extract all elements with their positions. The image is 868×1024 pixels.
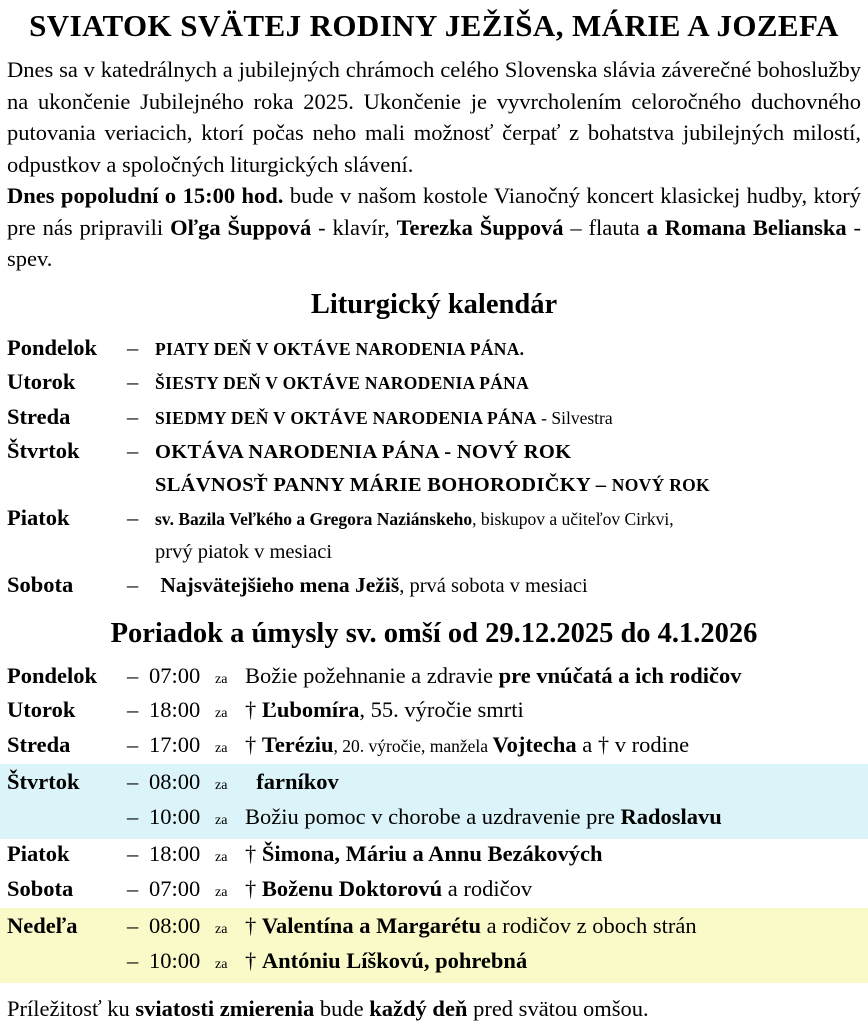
dash: – [127, 841, 139, 866]
day-label: Sobota [7, 572, 74, 597]
intro-paragraph-concert [7, 180, 861, 275]
calendar-entry [155, 403, 861, 436]
text-segment: Šimona, Máriu a Annu Bezákových [261, 841, 603, 866]
calendar-row-monday [7, 332, 861, 367]
mass-intention [245, 874, 861, 905]
time-value: 07:00 [149, 662, 201, 688]
text-segment: NOVÝ ROK [611, 474, 710, 495]
text-segment: ŠIESTY DEŇ V OKTÁVE NARODENIA PÁNA [155, 373, 530, 393]
time-label [127, 730, 215, 761]
za-label: za [215, 778, 228, 793]
day-label: Piatok [7, 505, 70, 530]
dash: – [127, 403, 139, 429]
za-label: za [215, 850, 228, 865]
za-label: za [215, 671, 228, 687]
time-label [127, 946, 215, 977]
dash: – [127, 697, 139, 722]
time-value: 08:00 [149, 769, 201, 794]
calendar-entry [155, 504, 861, 537]
day-label: Piatok [7, 841, 70, 866]
dash: – [127, 334, 139, 360]
day-label: Pondelok [7, 334, 98, 360]
time-value: 17:00 [149, 731, 201, 757]
mass-row-monday [0, 661, 868, 696]
dash: – [127, 875, 139, 901]
text-segment: - Silvestra [536, 407, 613, 428]
za-label: za [215, 884, 228, 900]
mass-row-sunday-1000 [0, 946, 868, 981]
text-segment: OKTÁVA NARODENIA PÁNA - NOVÝ ROK [155, 441, 572, 463]
text-segment: Radoslavu [620, 803, 722, 829]
text-segment: bude [314, 996, 370, 1021]
text-segment: , prvá sobota v mesiaci [399, 575, 588, 597]
cross-symbol: † [245, 947, 262, 973]
text-segment: - spev. [7, 214, 862, 271]
text-segment: , 20. výročie, manžela [333, 735, 493, 756]
page-title: SVIATOK SVÄTEJ RODINY JEŽIŠA, MÁRIE A JOZEFA [29, 8, 839, 43]
dash: – [127, 947, 139, 973]
text-segment: Dnes popoludní o 15:00 hod. [7, 183, 290, 208]
za-label: za [215, 922, 228, 937]
mass-intention [245, 839, 861, 870]
text-segment: Oľga Šuppová [170, 214, 312, 240]
calendar-entry [155, 570, 861, 604]
mass-row-sunday [0, 911, 868, 946]
section-heading-liturgical-calendar: Liturgický kalendár [310, 288, 558, 320]
mass-row-thursday-1000 [0, 802, 868, 837]
calendar-row-friday [7, 502, 861, 537]
mass-row-friday [0, 839, 868, 874]
intro-paragraph-jubilee: Dnes sa v katedrálnych a jubilejných chrámoch celého Slovenska slávia záverečné bohoslužby na ukončenie Jubilejného roka 2025. Ukončenie je vyvrcholením celoročného duchovného putovania veriacich, ktorí počas neho mali možnosť čerpať z bohatstva jubilejných milostí, odpustkov a spoločných liturgických slávení. [7, 57, 861, 177]
text-segment: a Romana Belianska [646, 214, 847, 240]
time-value: 10:00 [149, 947, 201, 973]
text-segment: prvý piatok v mesiaci [155, 540, 333, 563]
time-label [127, 767, 215, 798]
text-segment: a rodičov z oboch strán [481, 913, 697, 938]
dash: – [127, 572, 139, 597]
dash: – [127, 769, 139, 794]
section-heading-mass-schedule: Poriadok a úmysly sv. omší od 29.12.2025 do 4.1.2026 [110, 617, 758, 649]
day-label: Sobota [7, 875, 74, 901]
text-segment: sv. Bazila Veľkého a Gregora Naziánskeho [155, 509, 473, 529]
mass-schedule [0, 661, 868, 984]
za-label: za [215, 812, 228, 828]
text-segment: SIEDMY DEŇ V OKTÁVE NARODENIA PÁNA [155, 407, 537, 428]
calendar-entry [155, 368, 861, 401]
text-segment: Príležitosť ku [7, 996, 136, 1021]
day-label: Nedeľa [7, 913, 78, 938]
calendar-row-thursday [7, 435, 861, 470]
time-label [127, 661, 215, 692]
text-segment: a † v rodine [576, 731, 690, 757]
za-label: za [215, 956, 228, 972]
cross-symbol: † [245, 731, 262, 757]
mass-row-saturday [0, 874, 868, 909]
cross-symbol: † [245, 697, 262, 722]
calendar-entry [155, 437, 861, 470]
text-segment: PIATY DEŇ V OKTÁVE NARODENIA PÁNA. [155, 338, 525, 359]
cross-symbol: † [245, 841, 262, 866]
calendar-entry [155, 537, 861, 570]
text-segment: , biskupov a učiteľov Cirkvi, [472, 509, 674, 529]
text-segment: – flauta [563, 214, 647, 240]
cross-symbol: † [245, 913, 262, 938]
time-label [127, 802, 215, 833]
time-label [127, 874, 215, 905]
calendar-row-thursday-line2 [7, 470, 861, 503]
calendar-row-tuesday [7, 366, 861, 401]
time-value: 18:00 [149, 841, 201, 866]
day-label: Streda [7, 403, 71, 429]
day-label: Štvrtok [7, 438, 80, 463]
text-segment: - klavír, [311, 214, 397, 240]
za-label: za [215, 706, 228, 721]
text-segment: Najsvätejšieho mena Ježiš [155, 573, 400, 597]
time-label [127, 911, 215, 942]
text-segment: Antóniu Líškovú, pohrebná [261, 947, 528, 973]
text-segment: Vojtecha [492, 731, 577, 757]
text-segment: Ľubomíra [261, 697, 360, 722]
day-label: Štvrtok [7, 769, 80, 794]
calendar-row-friday-line2 [7, 537, 861, 570]
text-segment: pred svätou omšou. [467, 996, 649, 1021]
text-segment: Valentína a Margarétu [261, 913, 482, 938]
mass-intention [245, 946, 861, 977]
calendar-entry [155, 334, 861, 367]
text-segment: pre vnúčatá a ich rodičov [498, 662, 742, 688]
text-segment: a rodičov [442, 875, 533, 901]
dash: – [127, 438, 139, 463]
text-segment: Boženu Doktorovú [261, 875, 443, 901]
day-label: Utorok [7, 369, 76, 394]
time-label [127, 839, 215, 870]
text-segment: Terezka Šuppová [396, 214, 564, 240]
day-label: Pondelok [7, 662, 98, 688]
highlight-sunday-group [0, 908, 868, 983]
mass-intention [245, 730, 861, 762]
text-segment: farníkov [245, 769, 339, 794]
mass-row-wednesday [0, 730, 868, 765]
mass-intention [245, 802, 861, 833]
cross-symbol: † [245, 875, 262, 901]
mass-intention [245, 661, 861, 692]
text-segment: bude v našom kostole Vianočný koncert klasickej hudby, ktorý pre nás pripravili [7, 183, 861, 240]
mass-intention [245, 767, 861, 798]
calendar-row-wednesday [7, 401, 861, 436]
text-segment: SLÁVNOSŤ PANNY MÁRIE BOHORODIČKY – [155, 473, 612, 496]
time-value: 10:00 [149, 803, 201, 829]
dash: – [127, 913, 139, 938]
text-segment: Božie požehnanie a zdravie [245, 662, 499, 688]
day-label: Utorok [7, 697, 76, 722]
dash: – [127, 803, 139, 829]
time-label [127, 695, 215, 726]
mass-row-thursday [0, 767, 868, 802]
mass-intention [245, 695, 861, 726]
highlight-thursday-group [0, 764, 868, 839]
dash: – [127, 505, 139, 530]
calendar-row-saturday [7, 569, 861, 604]
text-segment: Božiu pomoc v chorobe a uzdravenie pre [245, 803, 621, 829]
calendar-entry [155, 470, 861, 503]
day-label: Streda [7, 731, 71, 757]
footer-confession-note [7, 994, 861, 1024]
dash: – [127, 369, 139, 394]
mass-row-tuesday [0, 695, 868, 730]
dash: – [127, 731, 139, 757]
text-segment: každý deň [369, 996, 468, 1021]
text-segment: Teréziu [261, 731, 334, 757]
text-segment: , 55. výročie smrti [359, 697, 524, 722]
time-value: 07:00 [149, 875, 201, 901]
time-value: 08:00 [149, 913, 201, 938]
za-label: za [215, 740, 228, 756]
text-segment: sviatosti zmierenia [135, 996, 315, 1021]
mass-intention [245, 911, 861, 942]
dash: – [127, 662, 139, 688]
time-value: 18:00 [149, 697, 201, 722]
liturgical-calendar [7, 332, 861, 604]
